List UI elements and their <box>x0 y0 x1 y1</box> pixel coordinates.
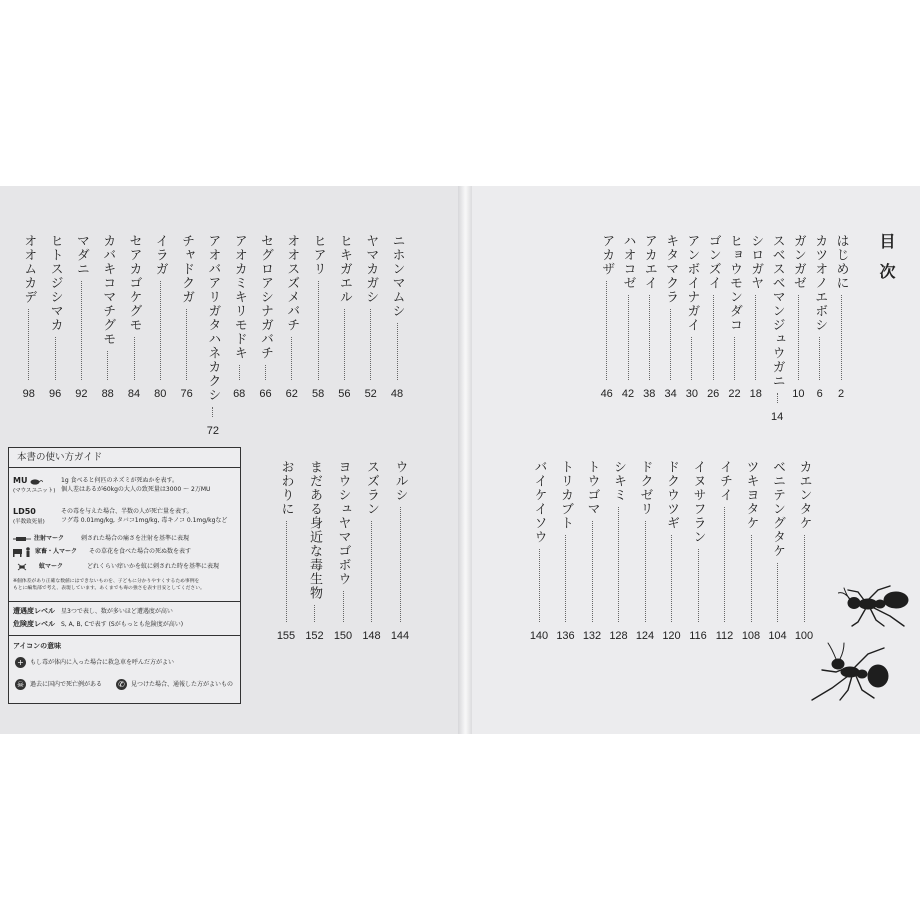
toc-entry-title: トリカブト <box>558 460 573 530</box>
guide-divider-2 <box>9 635 240 636</box>
danger-level-label: 危険度レベル <box>13 620 55 628</box>
icon2-description: 過去に国内で死亡例がある <box>30 681 103 688</box>
ld50-description-2: フグ毒 0.01mg/kg, タバコ1mg/kg, 毒キノコ 0.1mg/kgなど <box>61 517 228 524</box>
toc-dot-leader <box>798 295 799 380</box>
ld50-description-1: その毒を与えた場合、半数の人が死亡量を表す。 <box>61 508 193 515</box>
toc-dot-leader <box>841 295 842 380</box>
toc-entry <box>715 460 735 642</box>
toc-entry-page-number: 72 <box>206 425 220 437</box>
toc-entry-title: スベスベマンジュウガニ <box>769 234 785 388</box>
toc-entry <box>177 234 197 400</box>
toc-entry-page-number: 56 <box>338 388 351 400</box>
toc-entry-page-number: 42 <box>621 388 635 400</box>
toc-entry-title: ヒトスジシマカ <box>47 234 63 332</box>
toc-dot-leader <box>691 337 692 380</box>
toc-entry-page-number: 150 <box>333 630 353 642</box>
syringe-mark-description: 刺された場合の痛さを注射を基準に表現 <box>81 535 190 542</box>
toc-entry-page-number: 48 <box>390 388 404 400</box>
toc-dot-leader <box>565 535 566 622</box>
toc-entry-page-number: 144 <box>390 630 410 642</box>
ld50-sub-label: (半数致死量) <box>13 519 45 525</box>
skull-icon: ☠ <box>16 679 25 689</box>
toc-entry-title: イヌサフラン <box>690 460 706 544</box>
toc-dot-leader <box>239 365 240 380</box>
guide-title: 本書の使い方ガイド <box>9 448 240 468</box>
danger-level-description: S, A, B, Cで表す (Sがもっとも危険度が高い) <box>61 621 184 628</box>
ant-illustration-1 <box>838 584 920 630</box>
toc-entry-page-number: 132 <box>582 630 602 642</box>
toc-entry-title: カツオノエボシ <box>812 234 828 332</box>
toc-entry-page-number: 92 <box>75 388 88 400</box>
toc-entry-title: スズラン <box>364 460 379 516</box>
toc-entry-title: アオバアリガタハネカクシ <box>205 234 221 402</box>
toc-entry-title: シキミ <box>611 460 626 502</box>
toc-dot-leader <box>804 535 805 622</box>
toc-entry-page-number: 140 <box>529 630 549 642</box>
toc-dot-leader <box>645 521 646 622</box>
mu-description-2: 個人差はあるが60kgの大人の致死量は3000 〜 2万MU <box>61 486 211 493</box>
toc-entry-title: ツキヨタケ <box>743 460 759 530</box>
toc-entry-page-number: 84 <box>127 388 141 400</box>
toc-dot-leader <box>713 295 714 380</box>
toc-dot-leader <box>698 549 699 622</box>
toc-entry <box>362 460 382 642</box>
toc-entry-page-number: 22 <box>728 388 741 400</box>
toc-entry <box>150 234 170 400</box>
toc-entry <box>635 460 655 642</box>
toc-dot-leader <box>314 605 315 622</box>
livestock-mark-label: 家畜・人マーク <box>35 548 78 555</box>
toc-entry-page-number: 112 <box>715 630 734 642</box>
icon-meaning-title: アイコンの意味 <box>13 642 62 650</box>
usage-guide-box <box>8 447 241 704</box>
encounter-level-description: 星3つで表し、数が多いほど遭遇度が高い <box>61 608 173 615</box>
toc-dot-leader <box>400 507 401 622</box>
toc-entry <box>282 234 302 400</box>
toc-entry-page-number: 62 <box>285 388 298 400</box>
toc-entry <box>741 460 761 642</box>
toc-entry-page-number: 104 <box>768 630 787 642</box>
toc-entry-page-number: 76 <box>180 388 193 400</box>
toc-dot-leader <box>628 295 629 380</box>
toc-entry-title: はじめに <box>833 234 849 290</box>
toc-dot-leader <box>618 507 619 622</box>
toc-dot-leader <box>28 309 29 380</box>
toc-entry-page-number: 18 <box>749 388 762 400</box>
toc-entry-page-number: 66 <box>259 388 272 400</box>
toc-entry <box>831 234 851 400</box>
toc-entry-page-number: 148 <box>362 630 381 642</box>
toc-entry <box>71 234 91 400</box>
toc-dot-leader <box>107 351 108 380</box>
toc-entry <box>688 460 708 642</box>
mu-sub-label: (マウスユニット) <box>13 488 56 494</box>
toc-dot-leader <box>81 281 82 380</box>
toc-entry-title: アンボイナガイ <box>684 234 700 332</box>
toc-entry-page-number: 26 <box>707 388 720 400</box>
phone-icon: ✆ <box>116 679 127 690</box>
ambulance-cross-icon: + <box>15 657 26 668</box>
toc-dot-leader <box>592 521 593 622</box>
toc-entry <box>276 460 296 642</box>
mu-description-1: 1g 食べると何匹のネズミが死ぬかを表す。 <box>61 477 179 484</box>
toc-entry-title: ヨウシュヤマゴボウ <box>335 460 351 586</box>
toc-entry <box>308 234 328 400</box>
mosquito-icon <box>15 562 29 572</box>
toc-dot-leader <box>606 281 607 380</box>
toc-dot-leader <box>212 407 213 417</box>
toc-entry-title: アカザ <box>599 234 615 276</box>
toc-entry-title: ドクゼリ <box>637 460 653 516</box>
toc-entry-title: カバキコマチグモ <box>100 234 116 346</box>
toc-entry <box>582 460 602 642</box>
guide-note-2: もとに編集部で考え、表現しています。あくまでも毒の強さを表す目安としてください。 <box>13 586 205 591</box>
toc-dot-leader <box>777 563 778 622</box>
mouse-icon <box>29 477 43 485</box>
toc-dot-leader <box>134 337 135 380</box>
toc-entry-title: ガンガゼ <box>790 234 806 290</box>
toc-entry-title: オオスズメバチ <box>284 234 300 332</box>
toc-entry-page-number: 88 <box>101 388 114 400</box>
toc-entry-page-number: 2 <box>837 388 845 400</box>
toc-entry-page-number: 98 <box>22 388 35 400</box>
toc-entry-page-number: 38 <box>643 388 656 400</box>
toc-entry-title: ニホンマムシ <box>389 234 405 318</box>
guide-divider-1 <box>9 601 240 602</box>
toc-entry <box>609 460 629 642</box>
toc-dot-leader <box>55 337 56 380</box>
toc-dot-leader <box>291 337 292 380</box>
toc-dot-leader <box>751 535 752 622</box>
toc-entry-title: トウゴマ <box>584 460 600 516</box>
toc-entry <box>794 460 814 642</box>
guide-note-1: ※個体差があり正確な数値にはできないものを、子どもに分かりやすくするため事例を <box>13 579 200 584</box>
toc-dot-leader <box>649 295 650 380</box>
toc-entry-title: ヒョウモンダコ <box>727 234 742 332</box>
toc-entry-title: カエンタケ <box>796 460 812 530</box>
toc-dot-leader <box>318 281 319 380</box>
toc-dot-leader <box>671 535 672 622</box>
toc-entry <box>746 234 766 400</box>
toc-entry-title: チャドクガ <box>179 234 195 304</box>
toc-entry <box>98 234 118 400</box>
toc-dot-leader <box>265 365 266 380</box>
toc-entry <box>390 460 410 642</box>
toc-dot-leader <box>371 521 372 622</box>
toc-dot-leader <box>397 323 398 380</box>
toc-entry-page-number: 152 <box>305 630 324 642</box>
toc-entry <box>703 234 723 400</box>
toc-entry <box>597 234 617 400</box>
syringe-icon <box>13 535 31 543</box>
toc-entry-page-number: 68 <box>233 388 246 400</box>
toc-entry-page-number: 136 <box>556 630 575 642</box>
toc-dot-leader <box>186 309 187 380</box>
icon1-description: もし毒が体内に入った場合に救急車を呼んだ方がよい <box>30 659 175 666</box>
toc-entry <box>19 234 39 400</box>
livestock-person-icon <box>13 547 33 557</box>
toc-entry-title: オオムカデ <box>21 234 37 304</box>
toc-entry <box>229 234 249 400</box>
toc-entry-title: ベニテングタケ <box>770 460 785 558</box>
toc-heading: 目次 <box>877 233 896 293</box>
toc-dot-leader <box>370 309 371 380</box>
toc-dot-leader <box>160 281 161 380</box>
toc-entry-page-number: 10 <box>792 388 805 400</box>
toc-entry-title: おわりに <box>278 460 294 516</box>
toc-entry <box>662 460 682 642</box>
toc-entry-page-number: 52 <box>364 388 377 400</box>
toc-entry-title: アオカミキリモドキ <box>231 234 247 360</box>
toc-entry-title: ヒアリ <box>310 234 326 276</box>
book-gutter <box>458 186 472 734</box>
toc-entry <box>767 234 787 423</box>
toc-dot-leader <box>819 337 820 380</box>
toc-entry-title: セグロアシナガバチ <box>258 234 273 360</box>
toc-entry <box>788 234 808 400</box>
toc-entry-page-number: 120 <box>662 630 681 642</box>
ld50-key-label: LD50 <box>13 507 36 516</box>
toc-entry-title: イラガ <box>152 234 168 276</box>
icon3-description: 見つけた場合、通報した方がよいもの <box>131 681 234 688</box>
toc-entry <box>556 460 576 642</box>
toc-entry-title: ヒキガエル <box>336 234 352 304</box>
toc-entry <box>639 234 659 400</box>
toc-entry-page-number: 96 <box>48 388 62 400</box>
toc-entry <box>682 234 702 400</box>
toc-entry-page-number: 6 <box>816 388 823 400</box>
toc-dot-leader <box>344 309 345 380</box>
toc-dot-leader <box>724 507 725 622</box>
toc-dot-leader <box>777 393 778 403</box>
toc-entry-title: ゴンズイ <box>705 234 721 290</box>
toc-entry <box>387 234 407 400</box>
toc-entry-title: キタマクラ <box>663 234 679 304</box>
toc-entry <box>334 234 354 400</box>
toc-entry <box>305 460 325 642</box>
toc-entry-page-number: 128 <box>609 630 628 642</box>
toc-entry-page-number: 124 <box>635 630 655 642</box>
toc-entry <box>124 234 144 400</box>
encounter-level-label: 遭遇度レベル <box>13 607 55 615</box>
ant-illustration-2 <box>806 642 898 702</box>
toc-entry-page-number: 30 <box>685 388 699 400</box>
toc-entry <box>256 234 276 400</box>
toc-entry-page-number: 116 <box>689 630 707 642</box>
toc-entry-page-number: 100 <box>794 630 814 642</box>
toc-entry-title: ヤマカガシ <box>363 234 379 304</box>
toc-entry <box>661 234 681 400</box>
toc-entry <box>529 460 549 642</box>
toc-dot-leader <box>755 295 756 380</box>
livestock-mark-description: その草花を食べた場合の死ぬ数を表す <box>89 548 192 555</box>
toc-entry-title: バイケイソウ <box>531 460 547 544</box>
mu-key-label: MU <box>13 477 43 486</box>
toc-entry-title: シロガヤ <box>748 234 764 290</box>
toc-dot-leader <box>734 337 735 380</box>
toc-entry-page-number: 80 <box>154 388 167 400</box>
toc-entry-page-number: 108 <box>741 630 761 642</box>
toc-entry-page-number: 58 <box>311 388 325 400</box>
toc-entry <box>725 234 745 400</box>
toc-entry-title: まだある身近な毒生物 <box>307 460 322 600</box>
toc-entry <box>618 234 638 400</box>
toc-entry <box>45 234 65 400</box>
toc-entry-page-number: 155 <box>276 630 296 642</box>
toc-entry <box>768 460 788 642</box>
mosquito-mark-description: どれくらい痒いかを蚊に刺された時を基準に表現 <box>87 563 220 570</box>
toc-entry <box>361 234 381 400</box>
toc-entry-title: イチイ <box>717 460 732 502</box>
toc-entry <box>333 460 353 642</box>
toc-entry <box>203 234 223 437</box>
toc-dot-leader <box>286 521 287 622</box>
toc-entry-title: アカエイ <box>641 234 657 290</box>
toc-dot-leader <box>343 591 344 622</box>
toc-entry-title: ドクウツギ <box>664 460 679 530</box>
syringe-mark-label: 注射マーク <box>34 535 65 542</box>
toc-dot-leader <box>670 309 671 380</box>
toc-entry-title: ハオコゼ <box>620 234 636 290</box>
toc-entry-title: セアカゴケグモ <box>126 234 142 332</box>
toc-entry-page-number: 14 <box>770 411 784 423</box>
toc-dot-leader <box>539 549 540 622</box>
toc-entry-title: マダニ <box>73 234 89 276</box>
toc-entry-page-number: 34 <box>664 388 677 400</box>
toc-entry <box>810 234 830 400</box>
toc-entry-page-number: 46 <box>600 388 613 400</box>
toc-entry-title: ウルシ <box>392 460 408 502</box>
mosquito-mark-label: 蚊マーク <box>39 563 64 570</box>
